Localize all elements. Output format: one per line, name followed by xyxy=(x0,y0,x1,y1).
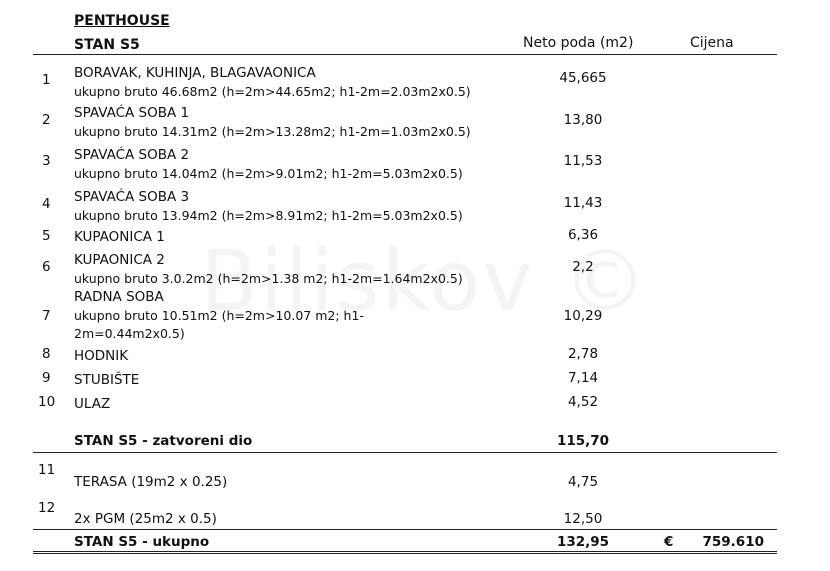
row-value: 11,53 xyxy=(563,153,603,169)
row-number: 7 xyxy=(42,308,51,324)
header-divider xyxy=(33,54,777,55)
unit-title: STAN S5 xyxy=(74,37,140,53)
row-detail: ukupno bruto 46.68m2 (h=2m>44.65m2; h1-2m=2.03m2x0.5) xyxy=(74,84,471,99)
row-name: 2x PGM (25m2 x 0.5) xyxy=(74,511,217,527)
row-number: 12 xyxy=(38,500,56,516)
row-number: 2 xyxy=(42,112,51,128)
row-name: ULAZ xyxy=(74,396,111,412)
row-value: 11,43 xyxy=(563,195,603,211)
row-value: 4,75 xyxy=(567,474,599,490)
row-name: TERASA (19m2 x 0.25) xyxy=(74,474,228,490)
row-value: 12,50 xyxy=(563,511,603,527)
row-number: 4 xyxy=(42,196,51,212)
row-number: 9 xyxy=(42,370,51,386)
row-name: SPAVAĆA SOBA 2 xyxy=(74,147,190,163)
row-number: 3 xyxy=(42,153,51,169)
subtotal-label: STAN S5 - zatvoreni dio xyxy=(74,433,253,449)
row-detail: ukupno bruto 14.31m2 (h=2m>13.28m2; h1-2m=1.03m2x0.5) xyxy=(74,124,471,139)
row-detail: ukupno bruto 14.04m2 (h=2m>9.01m2; h1-2m=5.03m2x0.5) xyxy=(74,166,463,181)
total-price: 759.610 xyxy=(702,534,764,550)
row-value: 10,29 xyxy=(563,308,603,324)
row-value: 45,665 xyxy=(559,70,607,86)
row-value: 6,36 xyxy=(567,227,599,243)
row-name: KUPAONICA 2 xyxy=(74,252,165,268)
row-value: 7,14 xyxy=(567,370,599,386)
currency-symbol: € xyxy=(664,534,674,550)
row-value: 2,2 xyxy=(572,259,594,275)
total-value: 132,95 xyxy=(556,534,610,550)
row-name: KUPAONICA 1 xyxy=(74,229,165,245)
column-header-price: Cijena xyxy=(690,35,734,51)
subtotal-value: 115,70 xyxy=(556,433,610,449)
row-detail: ukupno bruto 13.94m2 (h=2m>8.91m2; h1-2m=5.03m2x0.5) xyxy=(74,208,463,223)
total-double-underline xyxy=(33,551,777,554)
row-number: 10 xyxy=(38,394,56,410)
page-title: PENTHOUSE xyxy=(74,13,170,29)
row-number: 11 xyxy=(38,462,56,478)
row-name: BORAVAK, KUHINJA, BLAGAVAONICA xyxy=(74,65,316,81)
row-number: 6 xyxy=(42,259,51,275)
row-name: STUBIŠTE xyxy=(74,372,140,388)
total-label: STAN S5 - ukupno xyxy=(74,534,210,550)
row-name: SPAVAĆA SOBA 1 xyxy=(74,105,190,121)
total-divider xyxy=(33,529,777,530)
subtotal-divider xyxy=(33,452,777,453)
column-header-area: Neto poda (m2) xyxy=(523,35,634,51)
row-number: 8 xyxy=(42,346,51,362)
row-value: 13,80 xyxy=(563,112,603,128)
row-value: 2,78 xyxy=(567,346,599,362)
row-number: 1 xyxy=(42,72,51,88)
row-number: 5 xyxy=(42,228,51,244)
row-detail: ukupno bruto 3.0.2m2 (h=2m>1.38 m2; h1-2m=1.64m2x0.5) xyxy=(74,271,463,286)
row-name: RADNA SOBA xyxy=(74,289,164,305)
row-detail: ukupno bruto 10.51m2 (h=2m>10.07 m2; h1- xyxy=(74,308,364,323)
row-detail: 2m=0.44m2x0.5) xyxy=(74,326,185,341)
row-name: HODNIK xyxy=(74,348,129,364)
row-name: SPAVAĆA SOBA 3 xyxy=(74,189,190,205)
row-value: 4,52 xyxy=(567,394,599,410)
